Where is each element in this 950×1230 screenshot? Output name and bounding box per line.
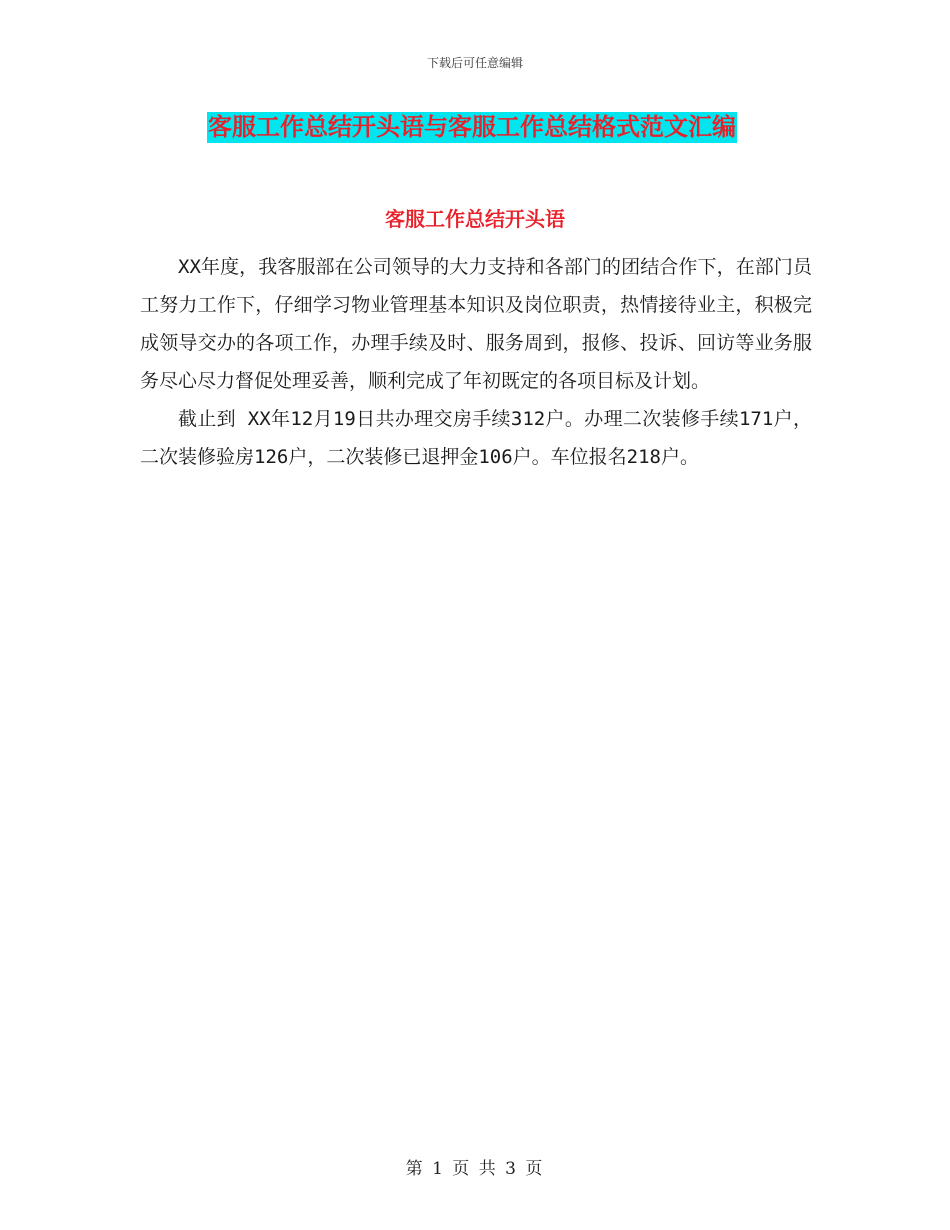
paragraph: 截止到 XX年12月19日共办理交房手续312户。办理二次装修手续171户，二次装修验房126户，二次装修已退押金106户。车位报名218户。 — [140, 408, 812, 468]
section-title: 客服工作总结开头语 — [385, 207, 565, 231]
page-footer: 第 1 页 共 3 页 — [405, 1159, 545, 1179]
paragraph: XX年度，我客服部在公司领导的大力支持和各部门的团结合作下，在部门员工努力工作下，仔细学习物业管理基本知识及岗位职责，热情接待业主，积极完成领导交办的各项工作，办理手续及时、服务周到，报修、投诉、回访等业务服务尽心尽力督促处理妥善，顺利完成了年初既定的各项目标及计划。 — [140, 256, 812, 392]
document-title: 客服工作总结开头语与客服工作总结格式范文汇编 — [208, 113, 736, 141]
body-text — [140, 248, 812, 476]
header-note: 下载后可任意编辑 — [426, 56, 523, 70]
